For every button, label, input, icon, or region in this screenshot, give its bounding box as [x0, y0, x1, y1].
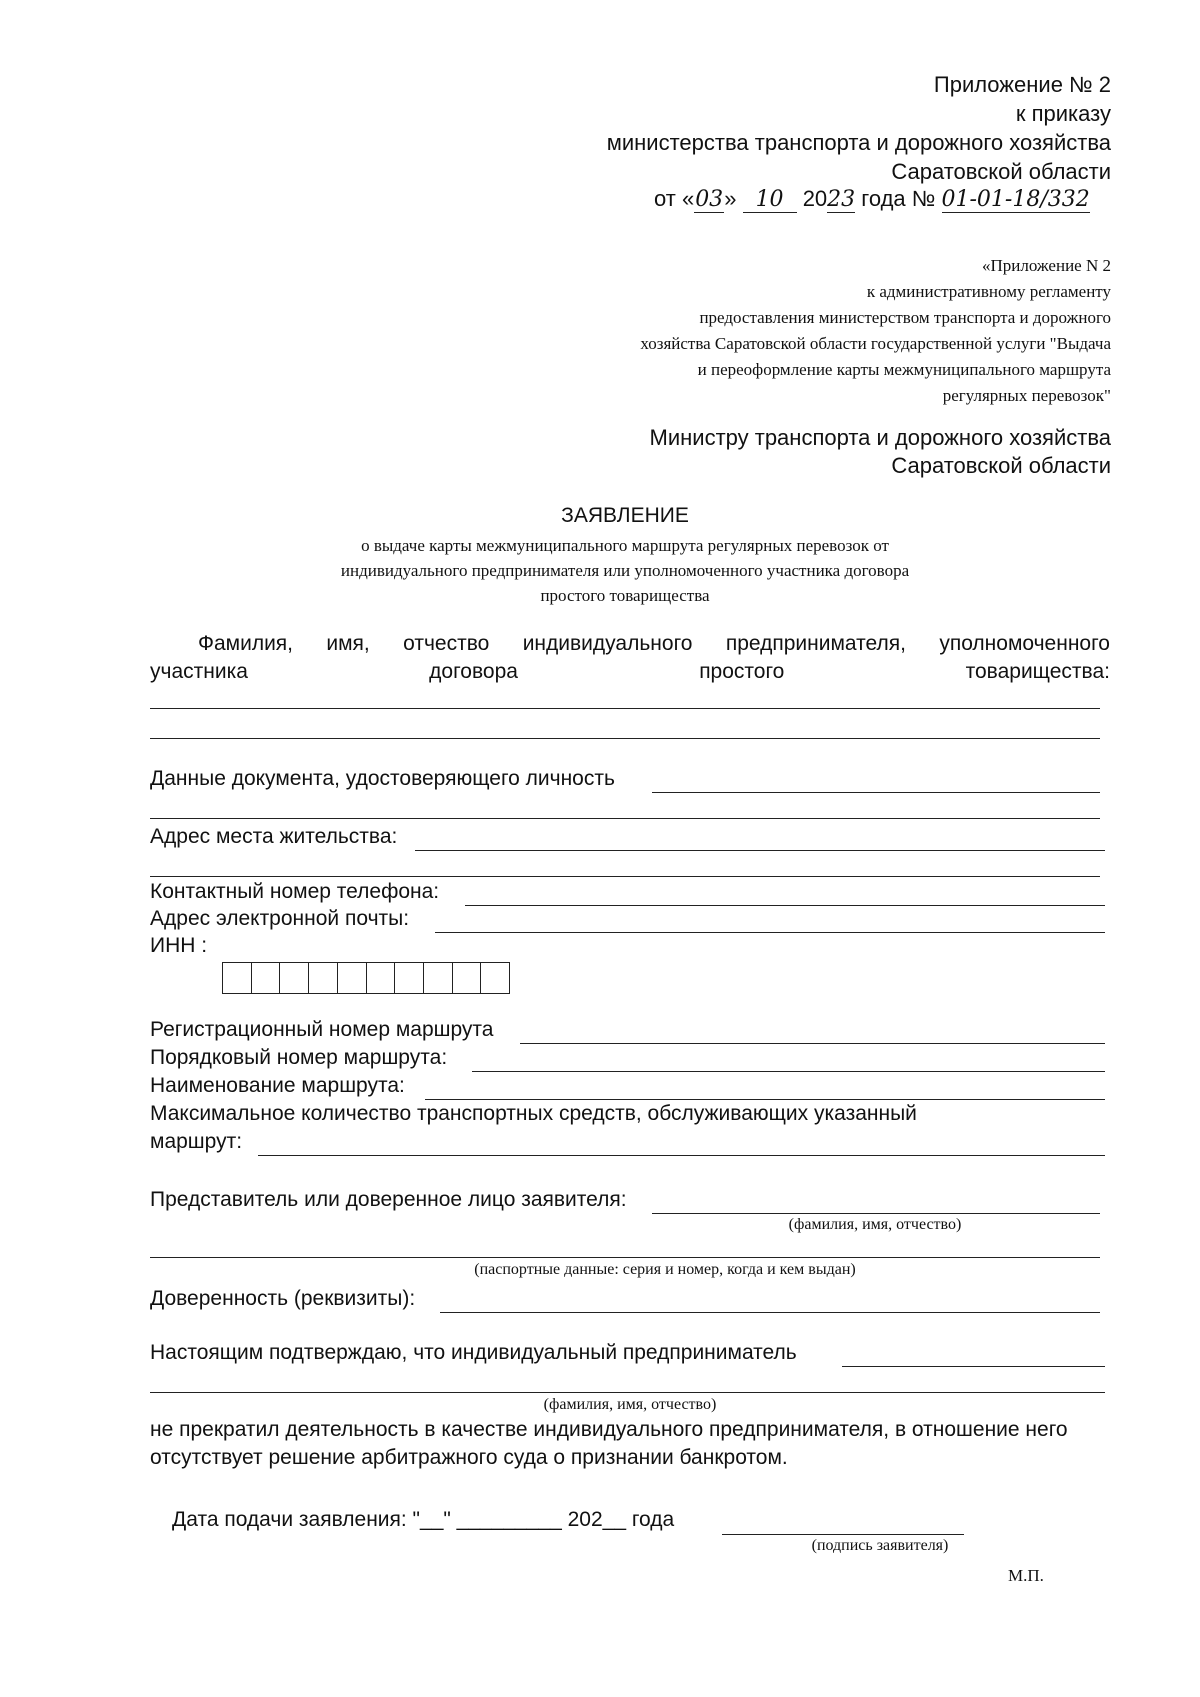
fio-fill-line-2[interactable]: [150, 738, 1100, 739]
title-sub-3: простого товарищества: [540, 586, 710, 605]
reglament-line-3: предоставления министерством транспорта и дорожного: [699, 308, 1111, 327]
inn-label: ИНН :: [150, 934, 208, 957]
passport-fill-line[interactable]: [150, 1257, 1100, 1258]
representative-fill-line[interactable]: [652, 1213, 1100, 1214]
document-title: ЗАЯВЛЕНИЕ: [561, 504, 689, 527]
reglament-line-5: и переоформление карты межмуниципального маршрута: [697, 360, 1111, 379]
inn-cell[interactable]: [424, 963, 453, 993]
route-reg-label: Регистрационный номер маршрута: [150, 1018, 494, 1041]
route-name-fill-line[interactable]: [425, 1099, 1105, 1100]
representative-label: Представитель или доверенное лицо заявителя:: [150, 1188, 627, 1211]
header-ministry: министерства транспорта и дорожного хозяйства: [606, 130, 1111, 155]
confirm-fio-hint: (фамилия, имя, отчество): [543, 1396, 717, 1413]
route-order-label: Порядковый номер маршрута:: [150, 1046, 448, 1069]
title-sub-2: индивидуального предпринимателя или уполномоченного участника договора: [340, 561, 910, 580]
fio-label-row-1: [198, 632, 1110, 656]
fio-word: участника: [150, 660, 248, 683]
date-year: 23: [827, 187, 856, 212]
reglament-line-4: хозяйства Саратовской области государственной услуги "Выдача: [640, 334, 1111, 353]
signature-hint: (подпись заявителя): [811, 1537, 949, 1554]
passport-hint: (паспортные данные: серия и номер, когда и кем выдан): [474, 1261, 856, 1278]
addressee-line-2: Саратовской области: [891, 453, 1111, 478]
fio-fill-line-1[interactable]: [150, 708, 1100, 709]
route-name-label: Наименование маршрута:: [150, 1074, 405, 1097]
max-vehicles-label-2: маршрут:: [150, 1130, 243, 1153]
phone-fill-line[interactable]: [465, 905, 1105, 906]
submission-date-label: Дата подачи заявления: "__" _________ 202__ года: [172, 1508, 675, 1531]
date-month: 10: [743, 187, 797, 213]
address-label: Адрес места жительства:: [150, 825, 398, 848]
inn-cell[interactable]: [280, 963, 309, 993]
inn-boxes[interactable]: [222, 962, 510, 994]
date-year-prefix: 20: [802, 186, 828, 211]
id-document-fill-line-2[interactable]: [150, 818, 1100, 819]
header-order-date: [654, 186, 1090, 213]
reglament-line-6: регулярных перевозок": [942, 386, 1111, 405]
fio-word: договора: [429, 660, 518, 683]
inn-cell[interactable]: [395, 963, 424, 993]
confirm-fio-fill-line[interactable]: [150, 1392, 1105, 1393]
inn-cell[interactable]: [309, 963, 338, 993]
fio-word: Фамилия,: [198, 632, 294, 655]
email-label: Адрес электронной почты:: [150, 907, 410, 930]
phone-label: Контактный номер телефона:: [150, 880, 440, 903]
route-order-fill-line[interactable]: [472, 1071, 1105, 1072]
title-sub-1: о выдаче карты межмуниципального маршрута регулярных перевозок от: [361, 536, 889, 555]
fio-word: товарищества:: [965, 660, 1110, 683]
max-vehicles-label-1: Максимальное количество транспортных средств, обслуживающих указанный: [150, 1102, 917, 1125]
representative-fio-hint: (фамилия, имя, отчество): [788, 1216, 962, 1233]
confirm-label: Настоящим подтверждаю, что индивидуальный предприниматель: [150, 1341, 797, 1364]
inn-cell[interactable]: [367, 963, 396, 993]
address-fill-line-2[interactable]: [150, 876, 1100, 877]
date-prefix: от «: [654, 186, 695, 211]
id-document-label: Данные документа, удостоверяющего личность: [150, 767, 615, 790]
inn-cell[interactable]: [223, 963, 252, 993]
address-fill-line[interactable]: [415, 850, 1105, 851]
inn-cell[interactable]: [453, 963, 482, 993]
stamp-placeholder: М.П.: [1008, 1566, 1044, 1585]
fio-word: уполномоченного: [939, 632, 1110, 655]
fio-label-row-2: [150, 660, 1110, 684]
order-number: 01-01-18/332: [941, 187, 1090, 212]
date-day: 03: [695, 187, 724, 212]
statement-line-2: отсутствует решение арбитражного суда о признании банкротом.: [150, 1446, 788, 1469]
fio-word: отчество: [403, 632, 490, 655]
inn-cell[interactable]: [481, 963, 509, 993]
confirm-fill-line[interactable]: [842, 1366, 1105, 1367]
fio-word: имя,: [326, 632, 370, 655]
fio-word: индивидуального: [522, 632, 693, 655]
date-suffix: года №: [861, 186, 936, 211]
inn-cell[interactable]: [252, 963, 281, 993]
addressee-line-1: Министру транспорта и дорожного хозяйства: [649, 425, 1111, 450]
email-fill-line[interactable]: [435, 932, 1105, 933]
route-reg-fill-line[interactable]: [520, 1043, 1105, 1044]
inn-cell[interactable]: [338, 963, 367, 993]
power-of-attorney-fill-line[interactable]: [440, 1312, 1100, 1313]
max-vehicles-fill-line[interactable]: [258, 1155, 1105, 1156]
fio-word: предпринимателя,: [725, 632, 906, 655]
statement-line-1: не прекратил деятельность в качестве индивидуального предпринимателя, в отношение него: [150, 1418, 1068, 1441]
reglament-line-1: «Приложение N 2: [981, 256, 1111, 275]
header-to-order: к приказу: [1015, 101, 1111, 126]
date-mid: »: [724, 186, 737, 211]
header-region: Саратовской области: [891, 159, 1111, 184]
power-of-attorney-label: Доверенность (реквизиты):: [150, 1287, 416, 1310]
reglament-line-2: к административному регламенту: [866, 282, 1111, 301]
header-appendix-title: Приложение № 2: [933, 72, 1111, 97]
signature-fill-line[interactable]: [722, 1534, 964, 1535]
id-document-fill-line[interactable]: [652, 792, 1100, 793]
fio-word: простого: [699, 660, 785, 683]
